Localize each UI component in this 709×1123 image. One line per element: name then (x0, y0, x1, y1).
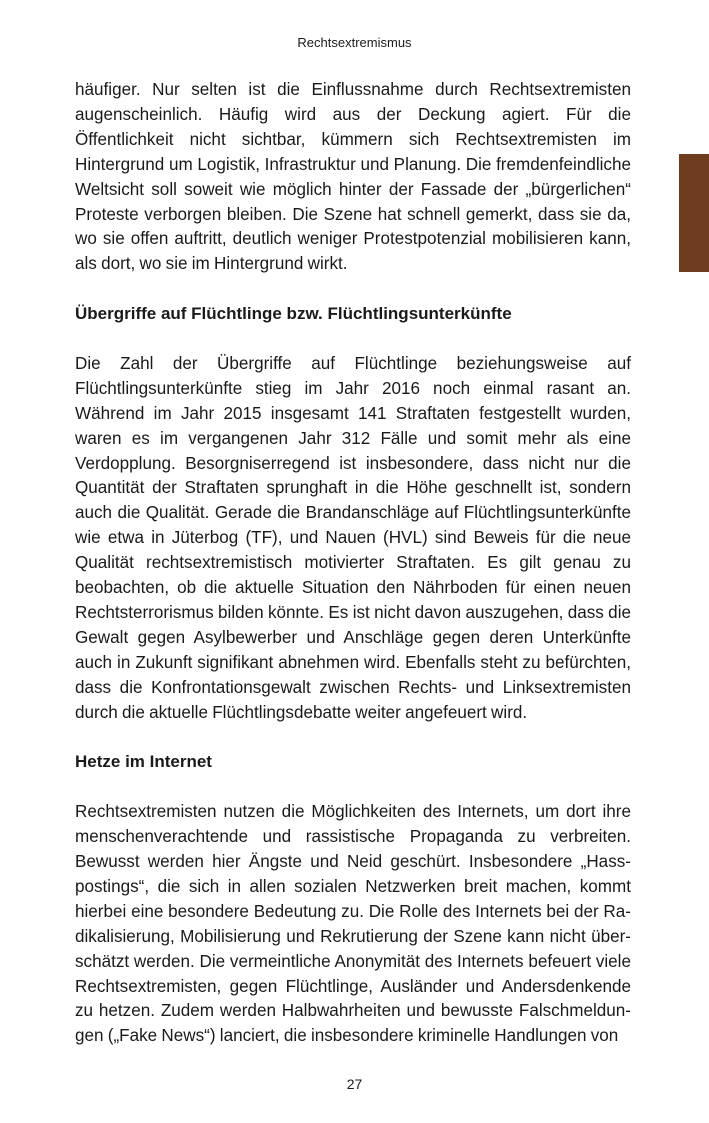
intro-paragraph: häufiger. Nur selten ist die Einflussnahme durch Rechtsextremisten augenscheinlich. Häufig wird aus der Deckung agiert. Für die Öffentlichkeit nicht sichtbar, kümmern sich Rechtsextremisten im Hintergrund um Logistik, Infrastruktur und Planung. Die fremdenfeindliche Weltsicht soll soweit wie möglich hinter der Fassade der „bürgerlichen“ Proteste verborgen bleiben. Die Szene hat schnell gemerkt, dass sie da, wo sie offen auftritt, deutlich weniger Protestpotenzial mobilisieren kann, als dort, wo sie im Hintergrund wirkt. (75, 80, 631, 274)
spacer (75, 277, 631, 302)
chapter-tab-marker (679, 154, 709, 272)
page-body (75, 78, 631, 1049)
internet-paragraph: Rechtsextremisten nutzen die Möglichkeiten des Internets, um dort ihre menschenverachtende und rassistische Propaganda zu verbreiten. Bewusst werden hier Ängste und Neid geschürt. Insbesondere „Hasspostings“, die sich in allen sozialen Netzwerken breit machen, kommt hierbei eine besondere Bedeutung zu. Die Rolle des Internets bei der Radikalisierung, Mobilisierung und Rekrutierung der Szene kann nicht überschätzt werden. Die vermeintliche Anonymität des Internets befeuert viele Rechtsextremisten, gegen Flüchtlinge, Ausländer und Andersdenkende zu hetzen. Zudem werden Halbwahrheiten und bewusste Falschmeldungen („Fake News“) lanciert, die insbesondere kriminelle Handlungen von (75, 802, 631, 1046)
page-number: 27 (346, 1076, 363, 1092)
section-heading-internet: Hetze im Internet (75, 752, 212, 772)
spacer (75, 327, 631, 352)
attacks-paragraph: Die Zahl der Übergriffe auf Flüchtlinge beziehungsweise auf Flüchtlingsunterkünfte stieg im Jahr 2016 noch einmal rasant an. Während im Jahr 2015 insgesamt 141 Straftaten festgestellt wurden, waren es im vergangenen Jahr 312 Fälle und somit mehr als eine Verdopplung. Besorgniserregend ist insbesondere, dass nicht nur die Quantität der Straftaten sprunghaft in die Höhe geschnellt ist, sondern auch die Qualität. Gerade die Brandanschläge auf Flüchtlingsunterkünfte wie etwa in Jüterbog (TF), und Nauen (HVL) sind Beweis für die neue Qualität rechtsextremistisch motivierter Straftaten. Es gilt genau zu beobachten, ob die aktuelle Situation den Nährboden für einen neuen Rechtsterrorismus bilden könnte. Es ist nicht davon auszugehen, dass die Gewalt gegen Asylbewerber und Anschläge gegen deren Unterkünfte auch in Zukunft signifikant abnehmen wird. Ebenfalls steht zu befürchten, dass die Konfrontationsgewalt zwischen Rechts- und Linksextremisten durch die aktuelle Flüchtlingsdebatte weiter angefeuert wird. (75, 353, 631, 722)
running-header: Rechtsextremismus (297, 35, 412, 50)
spacer (75, 726, 631, 751)
spacer (75, 775, 631, 800)
section-heading-attacks: Übergriffe auf Flüchtlinge bzw. Flüchtlingsunterkünfte (75, 304, 512, 324)
